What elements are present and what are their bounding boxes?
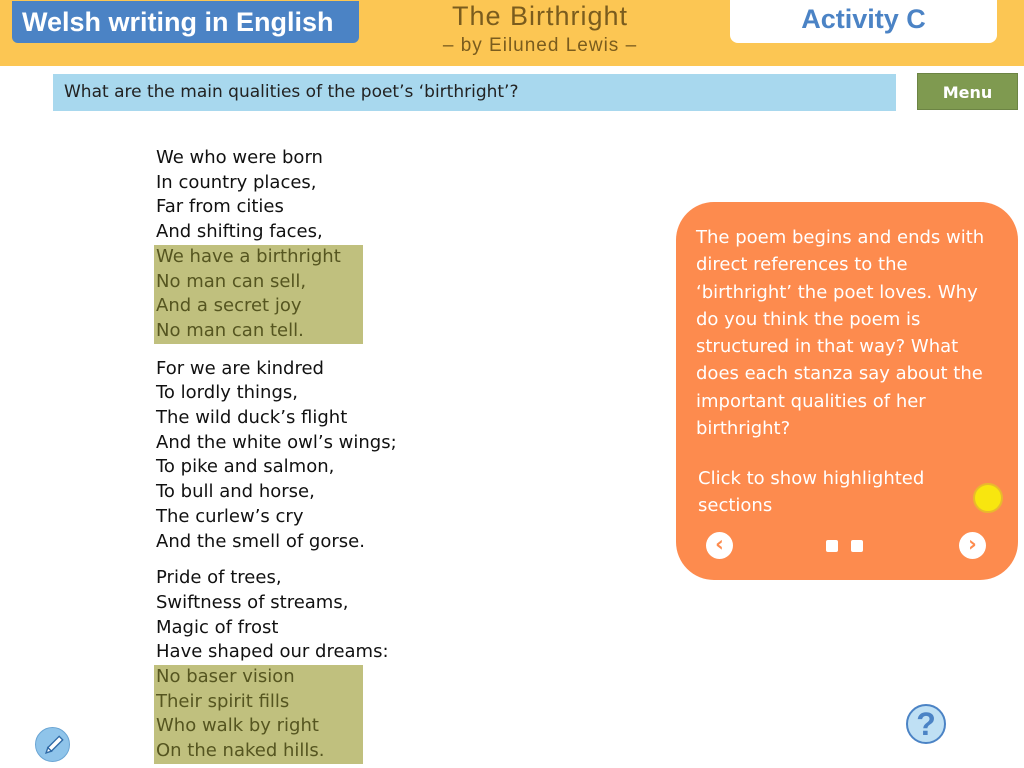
previous-icon[interactable]: ‹ bbox=[706, 532, 733, 559]
poem-title: The Birthright bbox=[451, 1, 629, 31]
stanza-2 bbox=[154, 357, 414, 555]
poem-line-highlighted: Who walk by right bbox=[154, 714, 363, 739]
poem-line-highlighted: No man can tell. bbox=[154, 319, 363, 344]
poem-line: To pike and salmon, bbox=[156, 456, 335, 478]
prompt-card bbox=[676, 202, 1018, 580]
poem-line: In country places, bbox=[156, 171, 317, 193]
page-indicator bbox=[826, 540, 863, 552]
stanza-1 bbox=[154, 146, 414, 344]
question-bar: What are the main qualities of the poet’s ‘birthright’? bbox=[53, 74, 896, 111]
poem-line-highlighted: No man can sell, bbox=[154, 270, 363, 295]
page-dot[interactable] bbox=[851, 540, 863, 552]
poem-line-highlighted: On the naked hills. bbox=[154, 739, 363, 764]
poem-line: And shifting faces, bbox=[156, 221, 323, 243]
poem-heading bbox=[380, 0, 700, 60]
poem-line-highlighted: No baser vision bbox=[154, 665, 363, 690]
poem-line: Pride of trees, bbox=[156, 567, 282, 589]
poem-line: Far from cities bbox=[156, 196, 284, 218]
poem-line-highlighted: We have a birthright bbox=[154, 245, 363, 270]
poem-line: Magic of frost bbox=[156, 616, 279, 638]
page-dot[interactable] bbox=[826, 540, 838, 552]
pencil-icon[interactable] bbox=[35, 727, 70, 762]
highlight-hint: Click to show highlighted sections bbox=[698, 468, 925, 517]
poem-line-highlighted: And a secret joy bbox=[154, 294, 363, 319]
next-icon[interactable]: › bbox=[959, 532, 986, 559]
header-bar bbox=[0, 0, 1024, 66]
poem-author: – by Eiluned Lewis – bbox=[442, 35, 638, 56]
poem-line: Swiftness of streams, bbox=[156, 591, 349, 613]
highlight-toggle-button[interactable] bbox=[973, 483, 1003, 513]
prompt-text: The poem begins and ends with direct references to the ‘birthright’ the poet loves. Why do you think the poem is structured in that way? What does each stanza say about the important qualities of her birthright? bbox=[696, 227, 985, 440]
pencil-glyph bbox=[36, 728, 71, 763]
poem-text bbox=[154, 146, 414, 764]
menu-button[interactable]: Menu bbox=[917, 73, 1018, 110]
poem-line: And the white owl’s wings; bbox=[156, 431, 397, 453]
stanza-3 bbox=[154, 566, 414, 764]
poem-line: To bull and horse, bbox=[156, 481, 315, 503]
help-icon[interactable]: ? bbox=[906, 704, 946, 744]
poem-line: The curlew’s cry bbox=[156, 505, 304, 527]
poem-line: We who were born bbox=[156, 147, 323, 168]
poem-line: For we are kindred bbox=[156, 357, 324, 379]
activity-label: Activity C bbox=[730, 0, 997, 43]
poem-line: The wild duck’s flight bbox=[156, 407, 348, 429]
poem-line: To lordly things, bbox=[156, 382, 298, 404]
poem-line-highlighted: Their spirit fills bbox=[154, 690, 363, 715]
poem-line: Have shaped our dreams: bbox=[156, 641, 389, 663]
course-title: Welsh writing in English bbox=[12, 1, 359, 43]
poem-line: And the smell of gorse. bbox=[156, 530, 365, 552]
